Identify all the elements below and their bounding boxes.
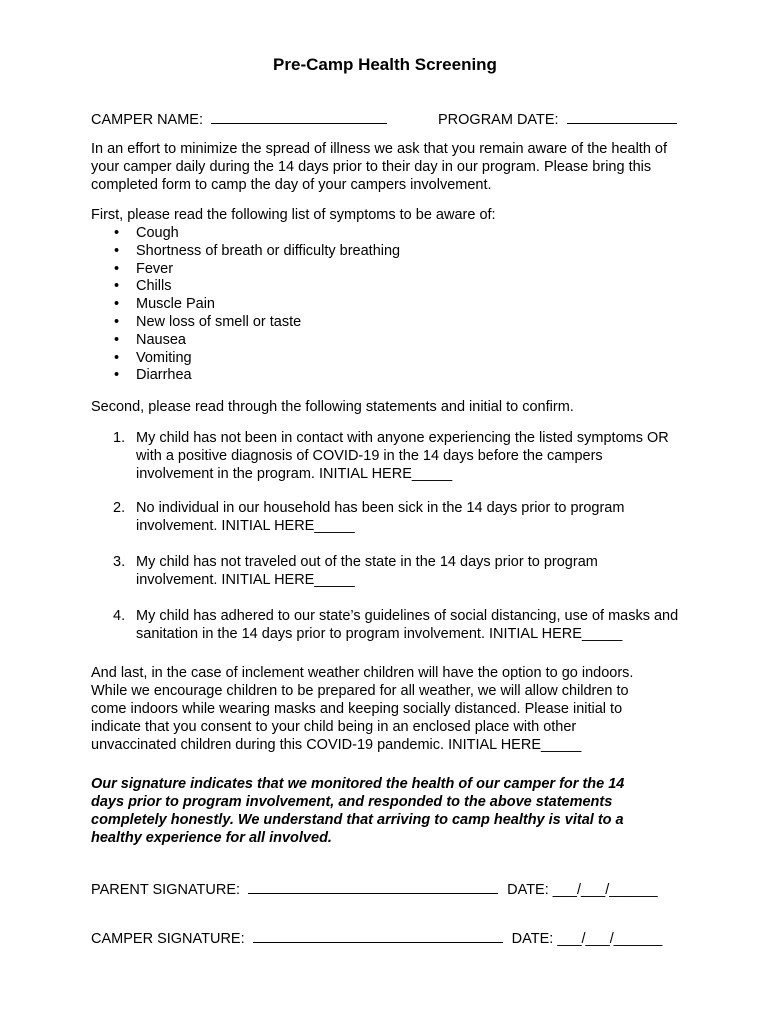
signature-statement: Our signature indicates that we monitored the health of our camper for the 14 days prior to program involvement, and responded to the above statements completely honestly. We understand that arriving to camp healthy is vital to a healthy experience for all involved. — [91, 776, 625, 846]
bullet-icon: • — [114, 349, 120, 366]
bullet-icon: • — [114, 367, 120, 384]
list-item: • Muscle Pain — [114, 296, 215, 313]
weather-initial: INITIAL HERE_____ — [448, 737, 582, 753]
statement-text: My child has not traveled out of the state in the 14 days prior to program involvement. INITIAL HERE_____ — [136, 554, 598, 588]
statements-intro: Second, please read through the following statements and initial to confirm. — [91, 399, 574, 415]
parent-signature-row — [91, 879, 658, 899]
list-item: • Chills — [114, 278, 172, 295]
list-item: • Shortness of breath or difficulty breathing — [114, 242, 401, 259]
statement-number: 1. — [113, 430, 126, 446]
statement-text: My child has not been in contact with anyone experiencing the listed symptoms OR with a positive diagnosis of COVID-19 in the 14 days before the campers involvement in the program. INITIAL HERE_____ — [136, 430, 669, 482]
weather-text: And last, in the case of inclement weather children will have the option to go indoors. While we encourage children to be prepared for all weather, we will allow children to come indoors while wearing masks and keeping socially distanced. Please initial to indicate that you consent to your child being in an enclosed place with other unvaccinated children during this COVID-19 pandemic. — [91, 665, 634, 753]
camper-name-label: CAMPER NAME: — [91, 112, 203, 128]
parent-signature-field[interactable] — [248, 879, 498, 894]
camper-name-field[interactable] — [211, 109, 387, 124]
bullet-icon: • — [114, 331, 120, 348]
list-item: • New loss of smell or taste — [114, 313, 302, 330]
camper-date-label: DATE: — [511, 931, 554, 947]
list-item: • Diarrhea — [114, 367, 192, 384]
camper-date-field[interactable]: ___/___/______ — [557, 931, 663, 947]
statement-item — [113, 499, 683, 535]
statement-number: 3. — [113, 554, 126, 570]
statement-text: No individual in our household has been sick in the 14 days prior to program involvement. INITIAL HERE_____ — [136, 500, 625, 534]
weather-paragraph — [91, 664, 661, 754]
statement-item — [113, 607, 683, 643]
statement-item — [113, 553, 683, 589]
symptoms-intro: First, please read the following list of symptoms to be aware of: — [91, 207, 496, 223]
bullet-icon: • — [114, 225, 120, 241]
list-item: • Vomiting — [114, 349, 192, 366]
list-item: • Cough — [114, 225, 179, 241]
bullet-icon: • — [114, 260, 120, 277]
camper-signature-label: CAMPER SIGNATURE: — [91, 931, 245, 947]
symptom-list — [91, 224, 400, 384]
statement-number: 4. — [113, 608, 126, 624]
camper-signature-field[interactable] — [253, 928, 503, 943]
statement-text: My child has adhered to our state’s guidelines of social distancing, use of masks and sanitation in the 14 days prior to program involvement. INITIAL HERE_____ — [136, 608, 679, 642]
parent-date-label: DATE: — [507, 882, 549, 898]
program-date-label: PROGRAM DATE: — [438, 112, 559, 128]
camper-name-row — [91, 109, 387, 129]
intro-paragraph: In an effort to minimize the spread of illness we ask that you remain aware of the health of your camper daily during the 14 days prior to their day in our program. Please bring this completed form to camp the day of your campers involvement. — [91, 141, 668, 193]
parent-signature-label: PARENT SIGNATURE: — [91, 882, 241, 898]
bullet-icon: • — [114, 278, 120, 295]
statement-number: 2. — [113, 500, 126, 516]
parent-date-field[interactable]: ___/___/______ — [552, 882, 658, 898]
page-title: Pre-Camp Health Screening — [273, 55, 497, 74]
camper-signature-row — [91, 928, 662, 948]
list-item: • Nausea — [114, 331, 186, 348]
program-date-field[interactable] — [567, 109, 677, 124]
program-date-row — [438, 109, 677, 129]
bullet-icon: • — [114, 296, 120, 313]
statement-item — [113, 429, 683, 483]
bullet-icon: • — [114, 313, 120, 330]
list-item: • Fever — [114, 260, 174, 277]
bullet-icon: • — [114, 242, 120, 259]
